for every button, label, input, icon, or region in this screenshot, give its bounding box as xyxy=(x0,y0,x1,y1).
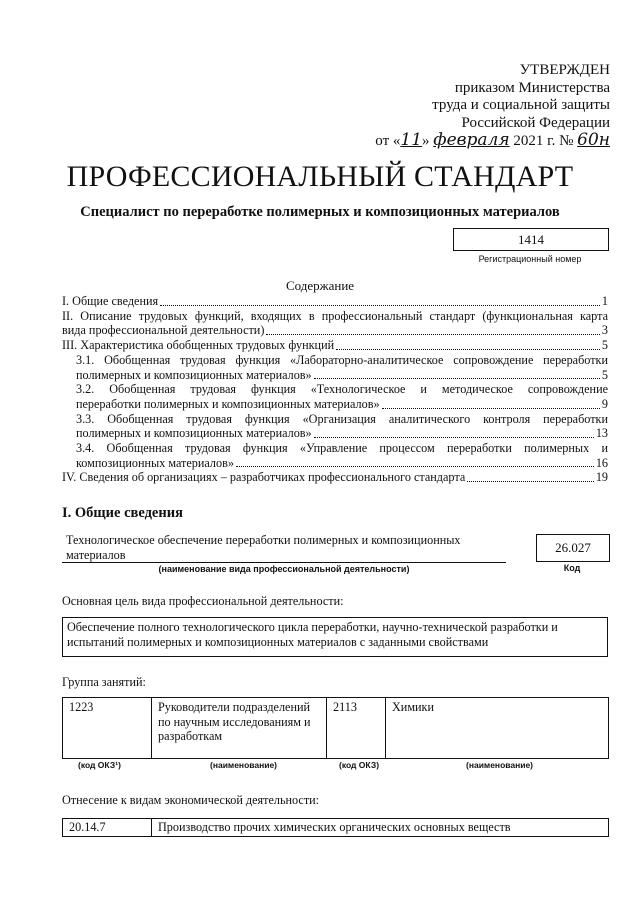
toc-heading: Содержание xyxy=(285,278,355,293)
activity-code-box: 26.027 xyxy=(536,534,610,562)
handwritten-order-number: 60н xyxy=(577,130,610,150)
toc-item-page: 3 xyxy=(601,323,608,338)
toc-item-title-line2: композиционных материалов» xyxy=(76,455,234,470)
toc-item-page: 16 xyxy=(595,455,608,470)
okz-name-cell: Химики xyxy=(386,698,609,759)
occupation-group-table xyxy=(62,697,609,759)
handwritten-month: февраля xyxy=(433,130,510,150)
okved-name-cell: Производство прочих химических органических основных веществ xyxy=(152,819,609,837)
activity-kind-caption: (наименование вида профессиональной деятельности) xyxy=(158,564,410,574)
toc-item[interactable] xyxy=(62,309,608,338)
caption-name: (наименование) xyxy=(466,760,534,770)
toc-item-title-line1: II. Описание трудовых функций, входящих в профессиональный стандарт (функциональная карта xyxy=(62,308,608,323)
document-subtitle: Специалист по переработке полимерных и композиционных материалов xyxy=(80,204,560,220)
okved-table xyxy=(62,818,609,837)
approval-line: Российской Федерации xyxy=(461,114,610,131)
caption-name: (наименование) xyxy=(210,760,278,770)
okved-label: Отнесение к видам экономической деятельности: xyxy=(62,793,320,807)
activity-code-label: Код xyxy=(563,563,581,573)
document-title: ПРОФЕССИОНАЛЬНЫЙ СТАНДАРТ xyxy=(66,160,574,193)
toc-item[interactable] xyxy=(62,338,608,353)
okz-name-cell: Руководители подразделений по научным исследованиям и разработкам xyxy=(152,698,327,759)
toc-item-title-line2: переработки полимерных и композиционных материалов» xyxy=(76,396,380,411)
toc-item[interactable] xyxy=(62,353,608,382)
toc-item-page: 5 xyxy=(601,367,608,382)
table-of-contents xyxy=(62,294,608,485)
toc-item-title-line1: 3.3. Обобщенная трудовая функция «Организация аналитического контроля переработки xyxy=(76,411,608,426)
goal-label: Основная цель вида профессиональной деятельности: xyxy=(62,594,344,608)
occupation-group-label: Группа занятий: xyxy=(62,675,146,689)
activity-kind-underline xyxy=(62,562,506,563)
toc-item[interactable] xyxy=(62,470,608,485)
date-year: 2021 г. № xyxy=(513,133,574,149)
date-day-close: » xyxy=(422,133,430,149)
registration-number-label: Регистрационный номер xyxy=(478,254,582,264)
toc-item-page: 13 xyxy=(595,426,608,441)
caption-okz-code: (код ОКЗ¹) xyxy=(78,760,121,770)
handwritten-day: 11 xyxy=(400,130,423,150)
approval-line: труда и социальной защиты xyxy=(432,97,610,113)
toc-item-page: 1 xyxy=(601,294,608,308)
approval-date-line xyxy=(360,132,610,151)
toc-item[interactable] xyxy=(62,382,608,411)
toc-item[interactable] xyxy=(62,412,608,441)
approval-line: УТВЕРЖДЕН xyxy=(519,62,610,78)
toc-item[interactable] xyxy=(62,294,608,309)
toc-item-title-line2: вида профессиональной деятельности) xyxy=(62,323,265,338)
activity-kind-name: Технологическое обеспечение переработки полимерных и композиционных материалов xyxy=(66,533,461,562)
approval-line: приказом Министерства xyxy=(454,79,610,96)
caption-okz-code: (код ОКЗ) xyxy=(339,760,380,770)
goal-text-box: Обеспечение полного технологического цикла переработки, научно-технической разработки и испытаний полимерных и композиционных материалов с заданными свойствами xyxy=(62,617,608,657)
toc-item-title: IV. Сведения об организациях – разработчиках профессионального стандарта xyxy=(62,470,466,485)
table-row xyxy=(63,698,609,759)
okz-code-cell: 2113 xyxy=(327,698,386,759)
toc-item-title: I. Общие сведения xyxy=(62,294,159,308)
toc-item-title: III. Характеристика обобщенных трудовых функций xyxy=(62,338,335,353)
toc-item-page: 5 xyxy=(601,338,608,353)
okved-code-cell: 20.14.7 xyxy=(63,819,152,837)
toc-item[interactable] xyxy=(62,441,608,470)
section-heading: I. Общие сведения xyxy=(62,505,183,521)
toc-item-page: 9 xyxy=(601,396,608,411)
okz-code-cell: 1223 xyxy=(63,698,152,759)
toc-item-title-line1: 3.1. Обобщенная трудовая функция «Лабораторно-аналитическое сопровождение переработки xyxy=(76,352,608,367)
toc-item-title-line2: полимерных и композиционных материалов» xyxy=(76,367,312,382)
date-prefix: от « xyxy=(375,133,401,149)
occupation-group-captions xyxy=(62,760,609,772)
toc-item-page: 19 xyxy=(595,470,608,485)
toc-item-title-line1: 3.4. Обобщенная трудовая функция «Управление процессом переработки полимерных и xyxy=(76,441,608,456)
toc-item-title-line1: 3.2. Обобщенная трудовая функция «Технологическое и методическое сопровождение xyxy=(76,382,608,397)
table-row xyxy=(63,819,609,837)
approval-block xyxy=(360,62,610,151)
toc-item-title-line2: полимерных и композиционных материалов» xyxy=(76,426,312,441)
registration-number-box: 1414 xyxy=(453,228,609,251)
